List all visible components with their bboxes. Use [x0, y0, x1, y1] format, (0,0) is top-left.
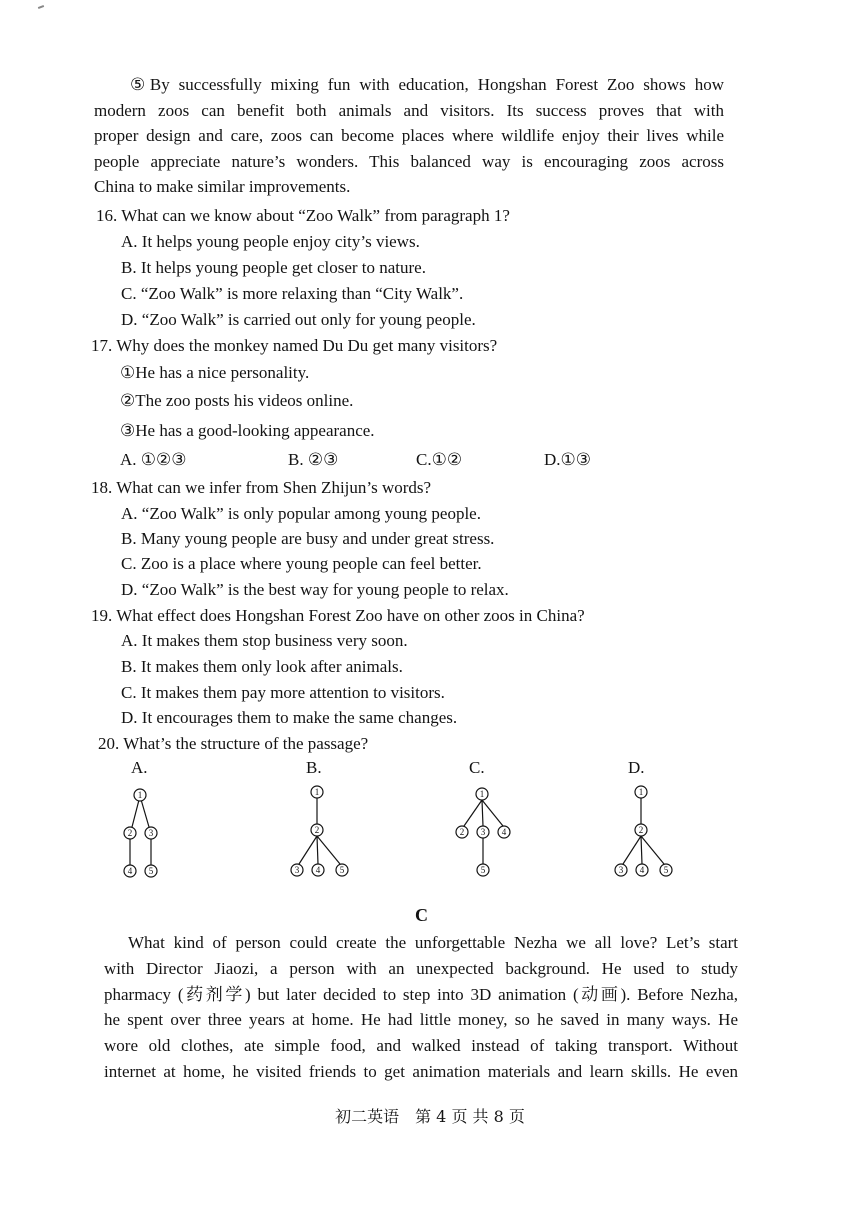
- paragraph-line: with Director Jiaozi, a person with an unexpected background. He used to study: [104, 958, 738, 978]
- question-17-stem: 17. Why does the monkey named Du Du get many visitors?: [91, 336, 498, 355]
- q16-option-c: C. “Zoo Walk” is more relaxing than “City Walk”.: [121, 284, 464, 303]
- page-footer: 初二英语 第 4 页 共 8 页: [335, 1107, 525, 1126]
- question-16-stem: 16. What can we know about “Zoo Walk” from paragraph 1?: [96, 206, 510, 225]
- node-5: [336, 864, 348, 876]
- svg-text:3: 3: [618, 865, 624, 875]
- q19-option-c: C. It makes them pay more attention to visitors.: [121, 683, 445, 702]
- q19-option-a: A. It makes them stop business very soon.: [121, 631, 408, 650]
- svg-text:1: 1: [479, 789, 485, 799]
- q17-statement-1: ①He has a nice personality.: [120, 363, 310, 382]
- node-1: [311, 786, 323, 798]
- svg-text:4: 4: [501, 827, 507, 837]
- question-18-stem: 18. What can we infer from Shen Zhijun’s words?: [91, 478, 432, 497]
- section-c-heading: C: [415, 905, 428, 925]
- q20-option-b-label: B.: [306, 758, 322, 777]
- svg-text:2: 2: [127, 828, 133, 838]
- node-4: [124, 865, 136, 877]
- svg-text:5: 5: [663, 865, 669, 875]
- q18-option-d: D. “Zoo Walk” is the best way for young people to relax.: [121, 580, 509, 599]
- node-5: [145, 865, 157, 877]
- paragraph-line: pharmacy (药剂学) but later decided to step into 3D animation (动画). Before Nezha,: [104, 984, 738, 1004]
- svg-text:4: 4: [127, 866, 133, 876]
- svg-text:5: 5: [148, 866, 154, 876]
- q17-option-d: D.①③: [544, 450, 592, 469]
- svg-text:1: 1: [137, 790, 143, 800]
- svg-text:3: 3: [480, 827, 486, 837]
- paragraph-line: wore old clothes, ate simple food, and walked instead of taking transport. Without: [104, 1036, 738, 1056]
- paragraph-line: internet at home, he visited friends to get animation materials and learn skills. He even: [104, 1061, 738, 1081]
- node-2: [124, 827, 136, 839]
- svg-text:3: 3: [294, 865, 300, 875]
- node-3: [477, 826, 489, 838]
- paragraph-line: China to make similar improvements.: [94, 177, 351, 196]
- question-19-stem: 19. What effect does Hongshan Forest Zoo have on other zoos in China?: [91, 606, 585, 625]
- node-1: [134, 789, 146, 801]
- q17-statement-2: ②The zoo posts his videos online.: [120, 391, 354, 410]
- paragraph-line: modern zoos can benefit both animals and visitors. Its success proves that with: [94, 100, 724, 120]
- structure-diagram-a: [110, 780, 180, 890]
- svg-text:5: 5: [339, 865, 345, 875]
- node-2: [456, 826, 468, 838]
- svg-text:5: 5: [480, 865, 486, 875]
- svg-text:2: 2: [314, 825, 320, 835]
- paragraph-5: [94, 72, 724, 200]
- q17-options-row: [0, 447, 860, 473]
- svg-text:4: 4: [315, 865, 321, 875]
- node-2: [635, 824, 647, 836]
- q16-option-b: B. It helps young people get closer to nature.: [121, 258, 426, 277]
- paragraph-line: What kind of person could create the unforgettable Nezha we all love? Let’s start: [128, 933, 738, 952]
- svg-text:1: 1: [314, 787, 320, 797]
- q20-option-d-label: D.: [628, 758, 645, 777]
- node-3: [615, 864, 627, 876]
- svg-text:4: 4: [639, 865, 645, 875]
- node-5: [660, 864, 672, 876]
- node-4: [312, 864, 324, 876]
- q16-option-a: A. It helps young people enjoy city’s views.: [121, 232, 420, 251]
- node-5: [477, 864, 489, 876]
- paragraph-line: proper design and care, zoos can become places where wildlife enjoy their lives while: [94, 126, 724, 145]
- svg-text:1: 1: [638, 787, 644, 797]
- q17-option-a: A. ①②③: [120, 450, 187, 469]
- q18-option-a: A. “Zoo Walk” is only popular among young people.: [121, 504, 481, 523]
- q17-statement-3: ③He has a good-looking appearance.: [120, 421, 375, 440]
- q20-option-a-label: A.: [131, 758, 148, 777]
- svg-text:2: 2: [459, 827, 465, 837]
- q17-option-b: B. ②③: [288, 450, 339, 469]
- node-3: [145, 827, 157, 839]
- q19-option-d: D. It encourages them to make the same changes.: [121, 708, 458, 727]
- scan-mark: [38, 5, 44, 9]
- structure-diagram-b: [280, 776, 360, 886]
- structure-diagram-d: [603, 776, 683, 886]
- svg-text:2: 2: [638, 825, 644, 835]
- q18-option-b: B. Many young people are busy and under great stress.: [121, 529, 495, 548]
- svg-text:3: 3: [148, 828, 154, 838]
- question-20-stem: 20. What’s the structure of the passage?: [98, 734, 369, 753]
- node-4: [636, 864, 648, 876]
- node-4: [498, 826, 510, 838]
- paragraph-line: ⑤By successfully mixing fun with education, Hongshan Forest Zoo shows how: [130, 75, 724, 94]
- q20-option-c-label: C.: [469, 758, 485, 777]
- q18-option-c: C. Zoo is a place where young people can feel better.: [121, 554, 482, 573]
- paragraph-line: he spent over three years at home. He had little money, so he saved in many ways. He: [104, 1010, 738, 1030]
- node-2: [311, 824, 323, 836]
- node-1: [635, 786, 647, 798]
- node-3: [291, 864, 303, 876]
- q19-option-b: B. It makes them only look after animals.: [121, 657, 403, 676]
- node-1: [476, 788, 488, 800]
- structure-diagram-c: [445, 778, 525, 888]
- paragraph-line: people appreciate nature’s wonders. This balanced way is encouraging zoos across: [94, 151, 724, 171]
- q16-option-d: D. “Zoo Walk” is carried out only for young people.: [121, 310, 476, 329]
- section-c-paragraph: [104, 930, 738, 1085]
- q17-option-c: C.①②: [416, 450, 463, 469]
